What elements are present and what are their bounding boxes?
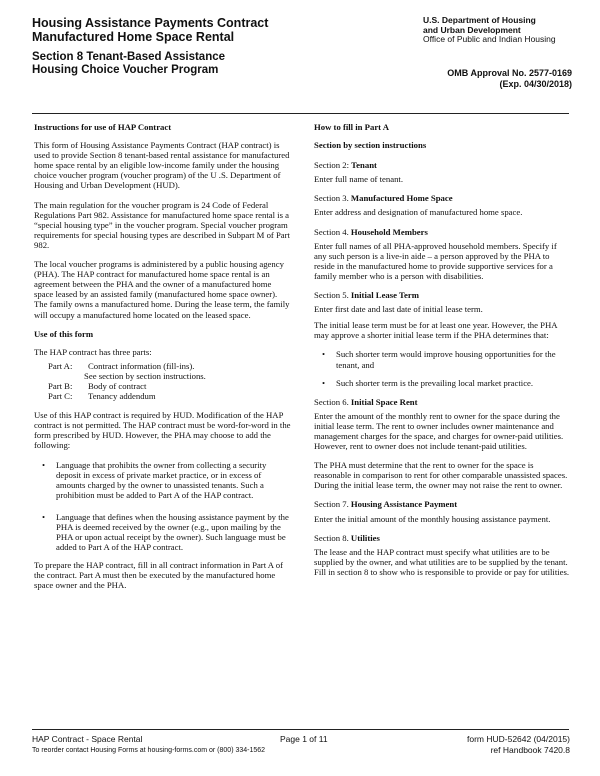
paragraph: The lease and the HAP contract must specify what utilities are to be supplied by the owner, and what utilities are to be supplied by the tenant. Fill in section 8 to show who is responsible to provide or pay for utilities. <box>314 546 570 577</box>
section-2-heading: Section 2: Tenant <box>314 160 377 171</box>
paragraph: Enter address and designation of manufactured home space. <box>314 207 523 218</box>
part-a-subnote: See section by section instructions. <box>84 370 206 381</box>
section-7-heading: Section 7. Housing Assistance Payment <box>314 499 458 510</box>
part-b-row: Part B: Body of contract <box>48 380 147 391</box>
paragraph: The main regulation for the voucher program is 24 Code of Federal Regulations Part 982. Assistance for manufactured home space rental is a “special housing type” in the voucher program. Special voucher program requirements for special housing types are described in Subpart M of Part 982. <box>34 199 290 250</box>
paragraph: The local voucher programs is administered by a public housing agency (PHA). The HAP contract for manufactured home space rental is an agreement between the PHA and the owner of a manufactured home space leased by an assisted family (manufactured home space owner). The family owns a manufactured home. During the lease term, the family will occupy a manufactured home located on the leased space. <box>34 259 290 320</box>
list-item: • Such shorter term would improve housing opportunities for the tenant, and <box>314 349 570 369</box>
right-column <box>314 122 570 586</box>
list-item: • Language that defines when the housing assistance payment by the PHA is deemed received by the owner (e.g., upon mailing by the PHA or upon actual receipt by the owner). Such language must be added to Part A of the HAP contract. <box>34 512 292 552</box>
footer-page-number: Page 1 of 11 <box>280 734 328 744</box>
section-4-heading: Section 4. Household Members <box>314 226 428 237</box>
fill-in-heading: How to fill in Part A <box>314 122 390 132</box>
form-title: Housing Assistance Payments Contract Manufactured Home Space Rental <box>32 16 269 44</box>
paragraph: This form of Housing Assistance Payments Contract (HAP contract) is used to provide Section 8 tenant-based rental assistance for manufactured home space rental by an eligible low-income family under the housing choice voucher program (voucher program) of the U .S. Department of Housing and Urban Development (HUD). <box>34 140 290 191</box>
omb-approval: OMB Approval No. 2577-0169 (Exp. 04/30/2018) <box>447 68 572 89</box>
bullet-icon: • <box>42 511 46 522</box>
footer-divider <box>32 729 569 730</box>
footer-handbook-ref: ref Handbook 7420.8 <box>490 745 570 755</box>
section-8-heading: Section 8. Utilities <box>314 532 380 543</box>
section-instructions-heading: Section by section instructions <box>314 140 427 151</box>
office-name: Office of Public and Indian Housing <box>423 34 556 44</box>
use-of-form-heading: Use of this form <box>34 328 94 339</box>
section-3-heading: Section 3. Manufactured Home Space <box>314 193 453 204</box>
paragraph: The initial lease term must be for at least one year. However, the PHA may approve a shorter initial lease term if the PHA determines that: <box>314 320 558 341</box>
department-name: U.S. Department of Housing and Urban Development <box>423 15 536 35</box>
paragraph: Enter full names of all PHA-approved household members. Specify if any such person is a live-in aide – a person approved by the PHA to reside in the manufactured home to provide supportive services for a family member who is a person with disabilities. <box>314 240 557 281</box>
form-subtitle: Section 8 Tenant-Based Assistance Housing Choice Voucher Program <box>32 51 226 76</box>
bullet-icon: • <box>322 377 326 388</box>
parts-list <box>34 361 292 401</box>
instructions-heading: Instructions for use of HAP Contract <box>34 122 172 132</box>
paragraph: The PHA must determine that the rent to owner for the space is reasonable in comparison to rent for other comparable unassisted spaces. During the initial lease term, the owner may not raise the rent to owner. <box>314 460 568 491</box>
section-5-heading: Section 5. Initial Lease Term <box>314 290 419 301</box>
paragraph: Enter first date and last date of initial lease term. <box>314 304 483 315</box>
paragraph: Enter full name of tenant. <box>314 174 404 185</box>
header-title-block <box>32 16 332 77</box>
left-column <box>34 122 292 600</box>
part-a-row: Part A: Contract information (fill-ins). <box>48 360 195 371</box>
footer-form-name: HAP Contract - Space Rental <box>32 734 143 744</box>
paragraph: To prepare the HAP contract, fill in all contract information in Part A of the contract. Part A must then be executed by the manufactured home space owner and the PHA. <box>34 560 284 591</box>
bullet-icon: • <box>322 349 326 360</box>
footer-form-number: form HUD-52642 (04/2015) <box>467 734 570 744</box>
footer-reorder-note: To reorder contact Housing Forms at housing-forms.com or (800) 334-1562 <box>32 747 266 754</box>
agency-block <box>423 16 583 45</box>
header-divider <box>32 113 569 114</box>
paragraph: Enter the amount of the monthly rent to owner for the space during the initial lease term. The rent to owner includes owner maintenance and management charges for the space, and charges for owner-paid utilities. However, rent to owner does not include tenant-paid utilities. <box>314 410 564 452</box>
section-6-heading: Section 6. Initial Space Rent <box>314 396 418 407</box>
part-c-row: Part C: Tenancy addendum <box>48 391 156 402</box>
parts-intro: The HAP contract has three parts: <box>34 346 152 357</box>
list-item: • Such shorter term is the prevailing local market practice. <box>314 378 570 388</box>
paragraph: Enter the initial amount of the monthly housing assistance payment. <box>314 513 551 524</box>
paragraph: Use of this HAP contract is required by HUD. Modification of the HAP contract is not permitted. The HAP contract must be word-for-word in the form prescribed by HUD. However, the PHA may choose to add the following: <box>34 410 291 451</box>
list-item: • Language that prohibits the owner from collecting a security deposit in excess of private market practice, or in excess of amounts charged by the owner to unassisted tenants. Such a prohibition must be added to Part A of the HAP contract. <box>34 460 292 500</box>
bullet-icon: • <box>42 459 46 470</box>
